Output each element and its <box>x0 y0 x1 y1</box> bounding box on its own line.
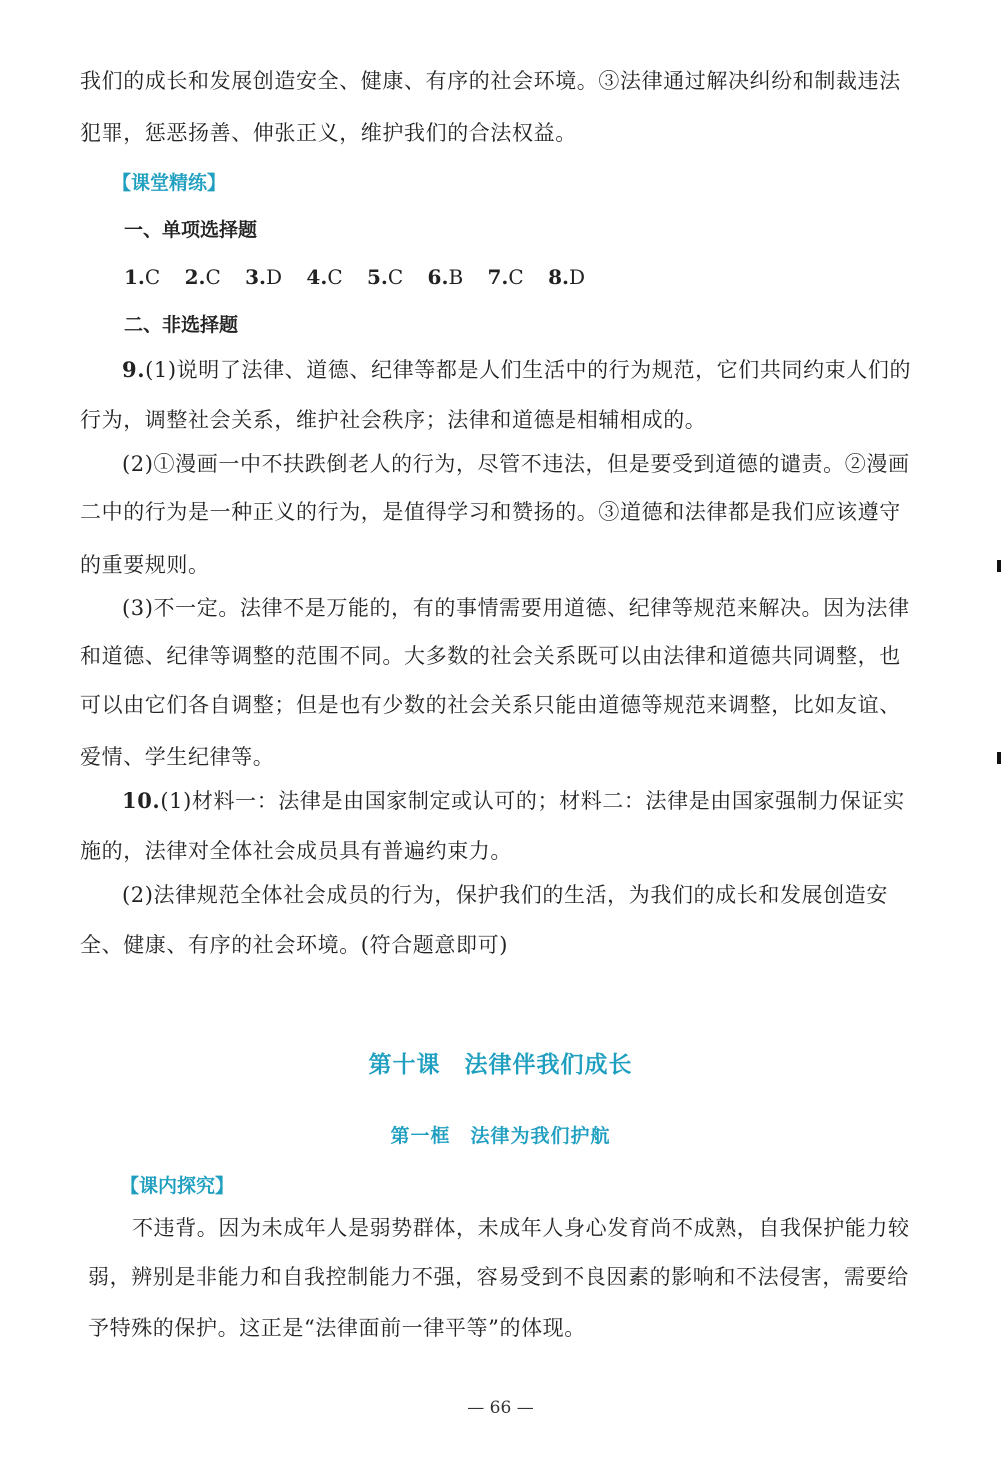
q9-number: 9. <box>122 357 146 382</box>
answer-item: 6.B <box>427 265 464 289</box>
q9-part3-line3: 可以由它们各自调整；但是也有少数的社会关系只能由道德等规范来调整，比如友谊、 <box>80 693 901 717</box>
q10-number: 10. <box>122 788 161 813</box>
q10-part1-line1: 10.(1)材料一：法律是由国家制定或认可的；材料二：法律是由国家强制力保证实 <box>122 788 905 813</box>
classroom-practice-heading: 【课堂精练】 <box>112 172 227 194</box>
q10-part2-line1: (2)法律规范全体社会成员的行为，保护我们的生活，为我们的成长和发展创造安 <box>122 883 888 907</box>
section-title: 第一框 法律为我们护航 <box>390 1125 611 1147</box>
answer-item: 3.D <box>245 265 283 289</box>
inquiry-line-3: 予特殊的保护。这正是“法律面前一律平等”的体现。 <box>88 1316 586 1340</box>
q10-part2-line2: 全、健康、有序的社会环境。(符合题意即可) <box>80 933 508 957</box>
q9-part2-line3: 的重要规则。 <box>80 553 210 577</box>
inquiry-line-2: 弱，辨别是非能力和自我控制能力不强，容易受到不良因素的影响和不法侵害，需要给 <box>88 1265 909 1289</box>
answer-item: 8.D <box>548 265 585 289</box>
single-choice-answers <box>124 262 603 292</box>
in-class-inquiry-heading: 【课内探究】 <box>120 1175 235 1197</box>
answer-item: 5.C <box>366 265 404 289</box>
continuation-line-1: 我们的成长和发展创造安全、健康、有序的社会环境。③法律通过解决纠纷和制裁违法 <box>80 69 901 93</box>
continuation-line-2: 犯罪，惩恶扬善、伸张正义，维护我们的合法权益。 <box>80 121 577 145</box>
q9-part2-line2: 二中的行为是一种正义的行为，是值得学习和赞扬的。③道德和法律都是我们应该遵守 <box>80 500 901 524</box>
q10-part1-line2: 施的，法律对全体社会成员具有普遍约束力。 <box>80 839 512 863</box>
answer-item: 1.C <box>124 265 161 289</box>
q9-part3-line2: 和道德、纪律等调整的范围不同。大多数的社会关系既可以由法律和道德共同调整，也 <box>80 644 901 668</box>
single-choice-heading: 一、单项选择题 <box>124 219 258 241</box>
q9-part1-line1: 9.(1)说明了法律、道德、纪律等都是人们生活中的行为规范，它们共同约束人们的 <box>122 357 912 382</box>
scan-edge-mark <box>997 752 1001 764</box>
q9-part2-line1: (2)①漫画一中不扶跌倒老人的行为，尽管不违法，但是要受到道德的谴责。②漫画 <box>122 452 910 476</box>
non-choice-heading: 二、非选择题 <box>124 314 239 336</box>
lesson-title: 第十课 法律伴我们成长 <box>368 1052 633 1078</box>
page-number: — 66 — <box>467 1398 534 1418</box>
q9-part3-line4: 爱情、学生纪律等。 <box>80 745 275 769</box>
answer-item: 7.C <box>487 265 524 289</box>
q9-part1-line2: 行为，调整社会关系，维护社会秩序；法律和道德是相辅相成的。 <box>80 408 707 432</box>
scan-edge-mark <box>997 560 1001 572</box>
q9-part3-line1: (3)不一定。法律不是万能的，有的事情需要用道德、纪律等规范来解决。因为法律 <box>122 596 910 620</box>
answer-item: 2.C <box>184 265 221 289</box>
inquiry-line-1: 不违背。因为未成年人是弱势群体，未成年人身心发育尚不成熟，自我保护能力较 <box>132 1216 910 1240</box>
answer-item: 4.C <box>306 265 343 289</box>
